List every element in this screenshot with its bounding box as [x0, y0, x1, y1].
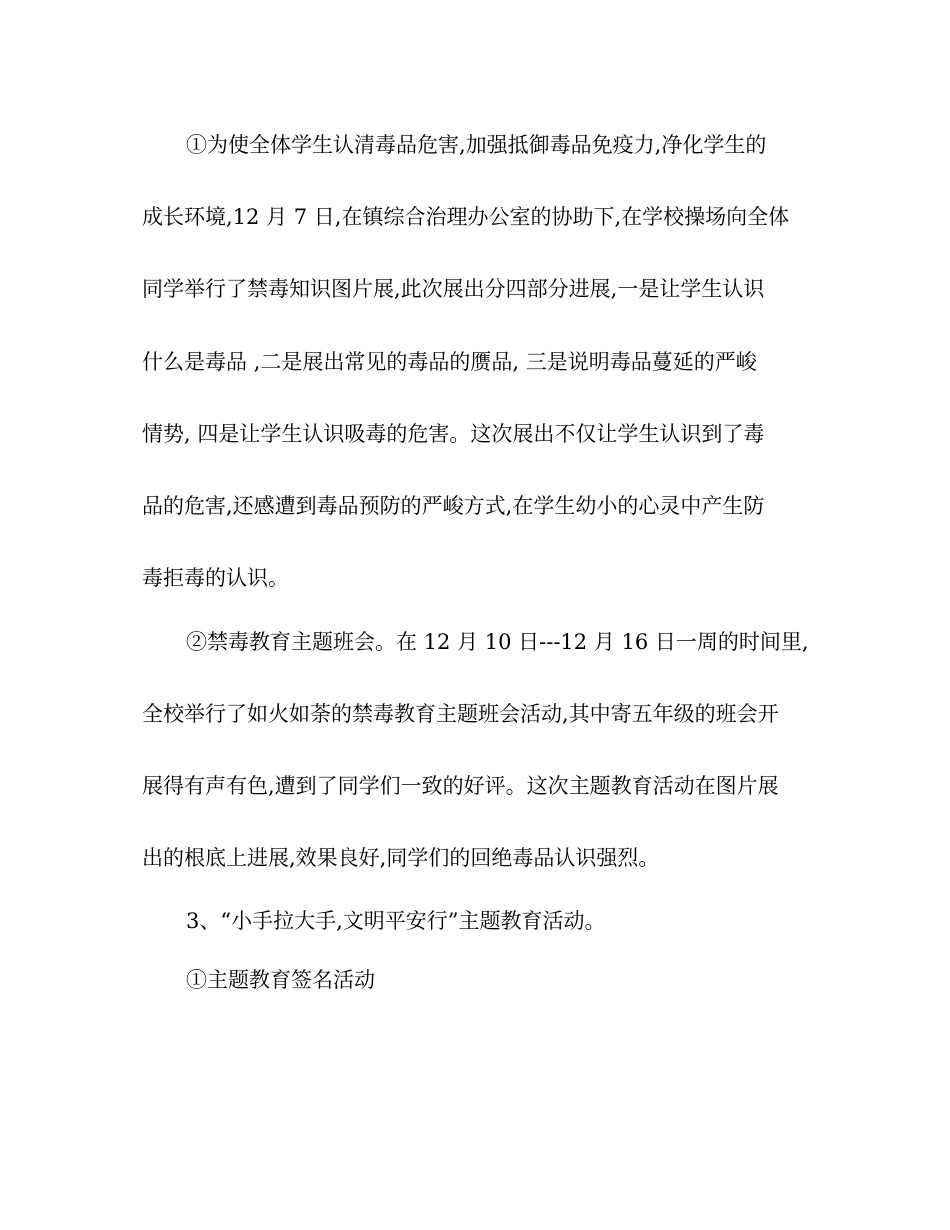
paragraph-2-line-3: 展得有声有色,遭到了同学们一致的好评。这次主题教育活动在图片展 [142, 774, 779, 798]
paragraph-2-line-2: 全校举行了如火如荼的禁毒教育主题班会活动,其中寄五年级的班会开 [142, 702, 779, 726]
paragraph-1-line-6: 品的危害,还感遭到毒品预防的严峻方式,在学生幼小的心灵中产生防 [142, 494, 765, 518]
paragraph-1-line-7: 毒拒毒的认识。 [142, 566, 289, 590]
paragraph-2-line-4: 出的根底上进展,效果良好,同学们的回绝毒品认识强烈。 [142, 846, 660, 870]
paragraph-1-line-5: 情势, 四是让学生认识吸毒的危害。这次展出不仅让学生认识到了毒 [142, 422, 765, 446]
section-heading-3: 3、“小手拉大手,文明平安行”主题教育活动。 [186, 909, 606, 933]
paragraph-1-line-2: 成长环境,12 月 7 日,在镇综合治理办公室的协助下,在学校操场向全体 [142, 205, 790, 229]
paragraph-1-line-3: 同学举行了禁毒知识图片展,此次展出分四部分进展,一是让学生认识 [142, 277, 765, 301]
subsection-heading-1: ①主题教育签名活动 [186, 968, 375, 992]
paragraph-2-line-1: ②禁毒教育主题班会。在 12 月 10 日---12 月 16 日一周的时间里, [186, 630, 809, 654]
paragraph-1-line-4: 什么是毒品 ,二是展出常见的毒品的赝品, 三是说明毒品蔓延的严峻 [142, 350, 757, 374]
paragraph-1-line-1: ①为使全体学生认清毒品危害,加强抵御毒品免疫力,净化学生的 [186, 133, 767, 157]
